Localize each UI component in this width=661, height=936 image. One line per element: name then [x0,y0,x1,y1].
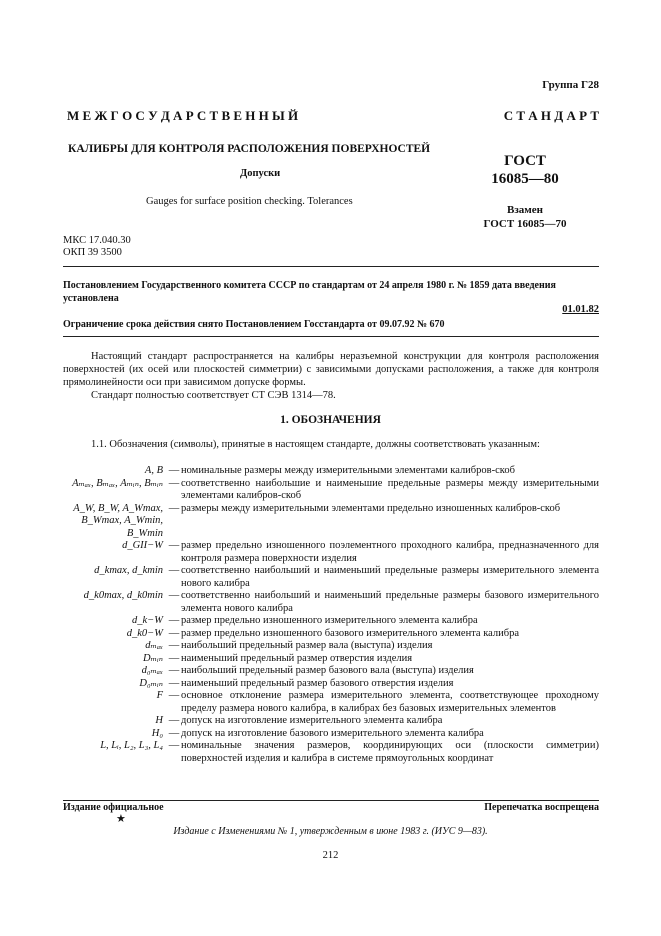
definition-item: d_kmax, d_kmin — соответственно наибольший и наименьший предельные размеры измерительного элемента нового калибра [63,565,599,590]
limit-text: Ограничение срока действия снято Постановлением Госстандарта от 09.07.92 № 670 [63,319,445,330]
definition-item: A_W, B_W, A_Wmax, B_Wmax, A_Wmin, B_Wmin — размеры между измерительными элементами предельно изношенных калибров-скоб [63,503,599,541]
standard-banner [67,108,599,124]
intro-paragraph: Настоящий стандарт распространяется на калибры неразъемной конструкции для контроля расположения поверхностей (их осей или плоскостей симметрии) с зависимыми допусками расположения, а также для контроля прямолинейности оси при зависимом допуске формы. [63,351,599,388]
reprint-prohibited: Перепечатка воспрещена [484,802,599,813]
english-title: Gauges for surface position checking. Tolerances [146,196,353,207]
definition-symbol: H [155,715,163,726]
definition-symbol: d_GII−W [122,540,163,551]
definition-item: d_k−W — размер предельно изношенного измерительного элемента калибра [63,615,599,628]
definition-item: dₘₐₓ — наибольший предельный размер вала (выступа) изделия [63,640,599,653]
definitions-list [63,465,599,765]
definition-symbol: dₘₐₓ [145,640,163,651]
definition-item: H — допуск на изготовление измерительного элемента калибра [63,715,599,728]
definition-symbol: d_k0max, d_k0min [83,590,163,601]
definition-symbol: L, Lᵢ, L₂, L₃, L₄ [100,740,163,751]
definition-item: Aₘₐₓ, Bₘₐₓ, Aₘᵢₙ, Bₘᵢₙ — соответственно наибольшие и наименьшие предельные размеры между измерительными элементами калибров-скоб [63,478,599,503]
definition-symbol: A, B [144,465,163,476]
gost-number: 16085—80 [491,171,559,187]
definition-text: наименьший предельный размер базового отверстия изделия [181,677,454,689]
definition-text: наибольший предельный размер вала (выступа) изделия [181,640,433,651]
definition-item: Dₘᵢₙ — наименьший предельный размер отверстия изделия [63,653,599,666]
definition-symbol: d_kmax, d_kmin [94,565,163,576]
definition-text: номинальные размеры между измерительными элементами калибров-скоб [181,465,515,476]
definition-text: наибольший предельный размер базового вала (выступа) изделия [181,665,474,676]
definition-symbol: F [156,690,163,701]
official-edition: Издание официальное [63,802,164,813]
page-number: 212 [322,850,339,861]
definition-text: соответственно наибольшие и наименьшие предельные размеры между измерительными элементами калибров-скоб [181,477,599,501]
replaces-number: ГОСТ 16085—70 [483,218,567,230]
definition-text: допуск на изготовление измерительного элемента калибра [181,715,443,726]
divider-bottom [63,800,599,801]
divider-top [63,266,599,267]
definition-text: размер предельно изношенного измерительного элемента калибра [181,615,478,626]
replaces-block [455,203,595,231]
intro-section [63,350,599,402]
definition-symbol: d_k−W [132,615,163,626]
banner-right: С Т А Н Д А Р Т [503,108,599,123]
divider-middle [63,336,599,337]
definition-text: основное отклонение размера измерительного элемента, соответствующее проходному пределу размера нового калибра, в калибрах без базовых измерительных элементов [181,690,599,714]
okp-code: ОКП 39 3500 [63,247,122,258]
effective-date: 01.01.82 [562,304,599,315]
definition-text: соответственно наибольший и наименьший предельные размеры базового измерительного элемента нового калибра [181,590,599,614]
definition-text: размер предельно изношенного поэлементного проходного калибра, предназначенного для контроля размера поверхности изделия [181,540,599,564]
replaces-label: Взамен [507,204,543,216]
banner-left: М Е Ж Г О С У Д А Р С Т В Е Н Н Ы Й [67,108,299,123]
intro-compliance: Стандарт полностью соответствует СТ СЭВ 1314—78. [91,390,336,401]
mks-code: МКС 17.040.30 [63,235,131,246]
classification-codes [63,235,131,259]
definition-text: номинальные значения размеров, координирующих оси (плоскости симметрии) поверхностей изделия и калибра в системе прямоугольных координат [181,740,599,764]
definition-symbol: Aₘₐₓ, Bₘₐₓ, Aₘᵢₙ, Bₘᵢₙ [72,477,163,489]
document-subtitle: Допуски [240,168,281,179]
definition-item: L, Lᵢ, L₂, L₃, L₄ — номинальные значения размеров, координирующих оси (плоскости симметрии) поверхностей изделия и калибра в системе прямоугольных координат [63,740,599,765]
definition-item: A, B — номинальные размеры между измерительными элементами калибров-скоб [63,465,599,478]
definition-item: d_k0−W — размер предельно изношенного базового измерительного элемента калибра [63,628,599,641]
definition-item: d₀ₘₐₓ — наибольший предельный размер базового вала (выступа) изделия [63,665,599,678]
definition-text: размеры между измерительными элементами предельно изношенных калибров-скоб [181,502,561,514]
definition-symbol: H₀ [151,727,163,739]
gost-block [455,152,595,188]
section-heading: 1. ОБОЗНАЧЕНИЯ [280,414,381,426]
group-code: Группа Г28 [542,79,599,91]
definition-symbol: Dₘᵢₙ [143,652,163,664]
definition-text: соответственно наибольший и наименьший предельные размеры измерительного элемента нового калибра [181,565,599,589]
star-icon: ★ [116,813,126,825]
definition-symbol: d_k0−W [126,627,163,639]
definition-text: допуск на изготовление базового измерительного элемента калибра [181,727,484,739]
definition-item: D₀ₘᵢₙ — наименьший предельный размер базового отверстия изделия [63,678,599,691]
decree-text: Постановлением Государственного комитета СССР по стандартам от 24 апреля 1980 г. № 1859 дата введения установлена [63,280,556,304]
definition-text: наименьший предельный размер отверстия изделия [181,652,413,664]
changes-note: Издание с Изменениями № 1, утвержденным в июне 1983 г. (ИУС 9—83). [173,826,488,837]
definition-item: d_k0max, d_k0min — соответственно наибольший и наименьший предельные размеры базового измерительного элемента нового калибра [63,590,599,615]
definition-text: размер предельно изношенного базового измерительного элемента калибра [181,627,519,639]
clause-1-1: 1.1. Обозначения (символы), принятые в настоящем стандарте, должны соответствовать указанным: [91,439,540,450]
definition-symbol: D₀ₘᵢₙ [139,677,163,689]
definition-item: F — основное отклонение размера измерительного элемента, соответствующее проходному пределу размера нового калибра, в калибрах без базовых измерительных элементов [63,690,599,715]
gost-label: ГОСТ [504,153,546,169]
document-title: КАЛИБРЫ ДЛЯ КОНТРОЛЯ РАСПОЛОЖЕНИЯ ПОВЕРХНОСТЕЙ [68,143,431,155]
definition-item: d_GII−W — размер предельно изношенного поэлементного проходного калибра, предназначенного для контроля размера поверхности изделия [63,540,599,565]
definition-item: H₀ — допуск на изготовление базового измерительного элемента калибра [63,728,599,741]
definition-symbol: d₀ₘₐₓ [141,665,163,676]
definition-symbol: A_W, B_W, A_Wmax, B_Wmax, A_Wmin, B_Wmin [73,502,163,539]
